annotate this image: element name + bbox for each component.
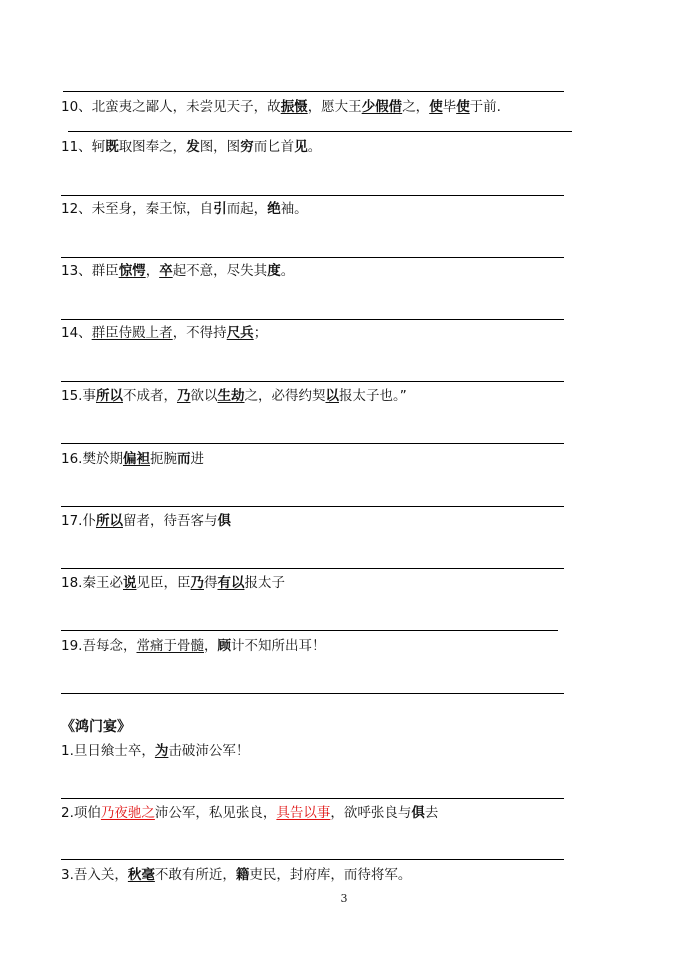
question-11 <box>61 138 321 156</box>
question-number: 3. <box>61 867 74 883</box>
highlighted-term: 所以 <box>95 388 123 404</box>
highlighted-term: 生劫 <box>217 388 245 404</box>
question-text: 见臣，臣 <box>136 575 191 591</box>
question-text: 未至身，秦王惊，自 <box>91 201 214 217</box>
question-text: 袖。 <box>280 201 308 217</box>
highlighted-term: 籍 <box>235 867 250 883</box>
highlighted-term: 而 <box>176 451 191 467</box>
highlighted-term: 俱 <box>411 805 425 821</box>
question-text: ，不得持 <box>172 325 227 341</box>
question-number: 2. <box>61 805 74 821</box>
highlighted-term: 乃 <box>190 575 204 591</box>
highlighted-term: 惊愕 <box>118 263 146 279</box>
question-text: 轲 <box>91 139 106 155</box>
highlighted-term: 尺兵 <box>226 325 254 341</box>
highlighted-term: 绝 <box>267 201 281 217</box>
highlighted-term: 俱 <box>217 513 231 529</box>
question-text: ，欲呼张良与 <box>330 805 412 821</box>
question-text: 报太子 <box>244 575 285 591</box>
answer-line <box>61 319 564 320</box>
question-number: 18. <box>61 575 83 591</box>
question-text: 。 <box>280 263 295 279</box>
question-text: 不敢有所近， <box>154 867 236 883</box>
question-number: 13、 <box>61 263 92 279</box>
question-text: 而起， <box>226 201 268 217</box>
highlighted-term: 少假借 <box>361 99 403 115</box>
question-17 <box>61 512 231 530</box>
question-15 <box>61 387 407 405</box>
highlighted-term: 度 <box>267 263 281 279</box>
question-14 <box>61 324 267 342</box>
highlighted-term: 所以 <box>95 513 123 529</box>
question-number: 10、 <box>61 99 92 115</box>
answer-line <box>63 91 564 92</box>
question-text: ，愿大王 <box>307 99 362 115</box>
question-10 <box>61 98 501 116</box>
answer-line <box>61 506 564 507</box>
question-text: 欲以 <box>190 388 218 404</box>
question-text: 秦王必 <box>82 575 123 591</box>
question-text: 项伯 <box>73 805 101 821</box>
answer-line <box>61 798 564 799</box>
question-text: 沛公军，私见张良， <box>154 805 277 821</box>
highlighted-term: 见 <box>294 139 308 155</box>
highlighted-term: 顾 <box>217 638 231 654</box>
question-text: 事 <box>82 388 96 404</box>
highlighted-term: 使 <box>456 99 470 115</box>
question-16 <box>61 450 204 468</box>
hongmen-question-3 <box>61 866 411 884</box>
highlighted-term: 有以 <box>217 575 245 591</box>
highlighted-term: 使 <box>429 99 443 115</box>
question-text: 而匕首 <box>253 139 295 155</box>
question-text: 击破沛公军！ <box>168 743 250 759</box>
question-text: 去 <box>424 805 439 821</box>
question-text: 吾每念， <box>82 638 137 654</box>
question-text: 留者，待吾客与 <box>122 513 218 529</box>
question-text: 毕 <box>442 99 457 115</box>
answer-line <box>68 131 572 132</box>
question-text: 起不意，尽失其 <box>172 263 268 279</box>
answer-line <box>61 859 564 860</box>
answer-line <box>61 257 564 258</box>
question-text: 北蛮夷之鄙人，未尝见天子，故 <box>91 99 281 115</box>
answer-line <box>61 568 564 569</box>
question-text: 旦日飨士卒， <box>73 743 155 759</box>
section-title: 《鸿门宴》 <box>61 719 131 735</box>
question-number: 14、 <box>61 325 92 341</box>
highlighted-term: 说 <box>122 575 137 591</box>
question-text: ； <box>253 325 268 341</box>
question-text: 樊於期 <box>82 451 123 467</box>
question-text: 之，必得约契 <box>244 388 326 404</box>
highlighted-term: 偏袒 <box>122 451 150 467</box>
question-text: ， <box>145 263 160 279</box>
answer-line <box>61 443 564 444</box>
question-text: 仆 <box>82 513 96 529</box>
question-text: 报太子也。” <box>338 388 407 404</box>
question-text: 吏民，封府库，而待将军。 <box>249 867 412 883</box>
highlighted-term: 以 <box>325 388 339 404</box>
question-number: 17. <box>61 513 83 529</box>
question-number: 1. <box>61 743 74 759</box>
highlighted-term: 乃 <box>176 388 191 404</box>
highlighted-term: 群臣侍殿上者 <box>91 325 173 341</box>
highlighted-term: 振慑 <box>280 99 308 115</box>
highlighted-term: 穷 <box>240 139 254 155</box>
question-text: 图，图 <box>199 139 241 155</box>
highlighted-term: 卒 <box>159 263 173 279</box>
question-19 <box>61 637 325 655</box>
question-12 <box>61 200 308 218</box>
highlighted-term: 具告以事 <box>276 805 331 821</box>
answer-line <box>61 630 558 631</box>
hongmen-question-1 <box>61 742 249 760</box>
question-text: ， <box>203 638 218 654</box>
question-text: 吾入关， <box>73 867 128 883</box>
question-text: 不成者， <box>122 388 177 404</box>
question-number: 19. <box>61 638 83 654</box>
question-text: 之， <box>402 99 430 115</box>
answer-line <box>61 195 564 196</box>
question-18 <box>61 574 285 592</box>
question-number: 11、 <box>61 139 92 155</box>
highlighted-term: 常痛于骨髓 <box>136 638 204 654</box>
highlighted-term: 秋毫 <box>127 867 155 883</box>
answer-line <box>61 381 564 382</box>
highlighted-term: 乃夜驰之 <box>100 805 155 821</box>
question-text: 于前. <box>469 99 501 115</box>
question-number: 16. <box>61 451 83 467</box>
question-13 <box>61 262 294 280</box>
highlighted-term: 既 <box>105 139 119 155</box>
answer-line <box>61 693 564 694</box>
question-text: 计不知所出耳！ <box>230 638 326 654</box>
question-text: 群臣 <box>91 263 119 279</box>
question-text: 取图奉之， <box>118 139 187 155</box>
question-text: 得 <box>203 575 218 591</box>
question-text: 扼腕 <box>149 451 177 467</box>
question-number: 15. <box>61 388 83 404</box>
highlighted-term: 引 <box>213 201 227 217</box>
highlighted-term: 发 <box>186 139 200 155</box>
question-number: 12、 <box>61 201 92 217</box>
highlighted-term: 为 <box>154 743 169 759</box>
page-number: 3 <box>340 892 348 905</box>
hongmen-question-2 <box>61 804 438 822</box>
question-text: 。 <box>307 139 322 155</box>
question-text: 进 <box>190 451 204 467</box>
